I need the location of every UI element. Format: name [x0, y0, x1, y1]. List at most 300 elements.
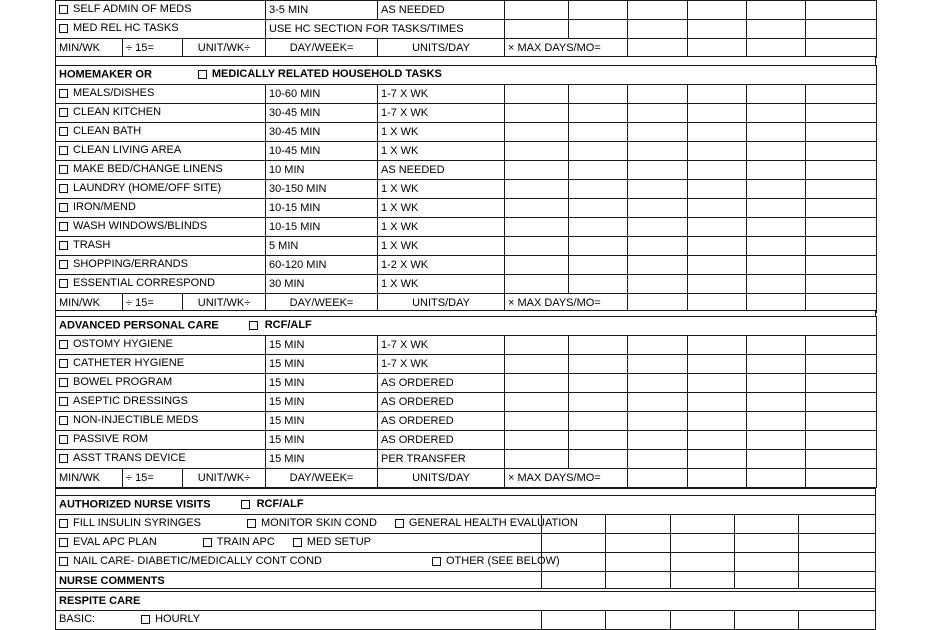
summary-dayweek-label: DAY/WEEK=: [266, 39, 378, 58]
row-time-cell[interactable]: 15 MIN: [266, 450, 378, 469]
checkbox-icon[interactable]: [432, 557, 441, 566]
row-entry-cell[interactable]: [747, 199, 806, 218]
row-entry-cell[interactable]: [799, 534, 876, 553]
row-freq-cell[interactable]: AS NEEDED: [378, 1, 505, 20]
checkbox-icon[interactable]: [59, 416, 68, 425]
row-entry-cell[interactable]: [569, 237, 628, 256]
row-entry-cell[interactable]: [628, 374, 688, 393]
homemaker-section-header[interactable]: [56, 66, 877, 85]
row-entry-cell[interactable]: [747, 237, 806, 256]
checkbox-icon[interactable]: [59, 203, 68, 212]
checkbox-icon[interactable]: [247, 519, 256, 528]
row-time-cell[interactable]: 10-15 MIN: [266, 199, 378, 218]
row-entry-cell[interactable]: [505, 256, 569, 275]
row-entry-cell[interactable]: [569, 180, 628, 199]
checkbox-icon[interactable]: [59, 24, 68, 33]
row-freq-cell[interactable]: 1 X WK: [378, 275, 505, 294]
summary-total-cell[interactable]: [747, 39, 806, 58]
row-task-cell[interactable]: [56, 412, 266, 431]
row-entry-cell[interactable]: [505, 123, 569, 142]
row-entry-cell[interactable]: [569, 199, 628, 218]
row-entry-cell[interactable]: [806, 20, 877, 39]
row-entry-cell[interactable]: [688, 180, 747, 199]
checkbox-icon[interactable]: [395, 519, 404, 528]
row-entry-cell[interactable]: [628, 431, 688, 450]
row-entry-cell[interactable]: [688, 336, 747, 355]
checkbox-icon[interactable]: [59, 184, 68, 193]
nurse-visits-line-3[interactable]: [56, 553, 560, 572]
row-task-label: PASSIVE ROM: [73, 433, 148, 446]
row-entry-cell[interactable]: [569, 355, 628, 374]
row-task-cell[interactable]: [56, 275, 266, 294]
row-entry-cell[interactable]: [628, 355, 688, 374]
row-entry-cell[interactable]: [806, 123, 877, 142]
nurse-option-label: EVAL APC PLAN: [73, 536, 157, 549]
row-entry-cell[interactable]: [799, 553, 876, 572]
row-entry-cell[interactable]: [806, 431, 877, 450]
row-entry-cell[interactable]: [806, 142, 877, 161]
summary-maxdays-label: × MAX DAYS/MO=: [505, 39, 628, 58]
row-freq-cell[interactable]: 1 X WK: [378, 142, 505, 161]
row-entry-cell[interactable]: [671, 553, 735, 572]
row-freq-cell[interactable]: PER TRANSFER: [378, 450, 505, 469]
row-entry-cell[interactable]: [606, 611, 671, 630]
row-entry-cell[interactable]: [747, 161, 806, 180]
checkbox-icon[interactable]: [59, 378, 68, 387]
row-entry-cell[interactable]: [806, 104, 877, 123]
row-entry-cell[interactable]: [569, 450, 628, 469]
row-entry-cell[interactable]: [747, 355, 806, 374]
row-entry-cell[interactable]: [569, 142, 628, 161]
checkbox-icon[interactable]: [59, 359, 68, 368]
respite-care-table: [55, 591, 876, 630]
summary-entry-cell[interactable]: [628, 469, 688, 488]
row-task-label: BOWEL PROGRAM: [73, 376, 173, 389]
row-entry-cell[interactable]: [569, 393, 628, 412]
row-task-cell[interactable]: [56, 431, 266, 450]
row-entry-cell[interactable]: [688, 142, 747, 161]
row-entry-cell[interactable]: [569, 161, 628, 180]
row-entry-cell[interactable]: [747, 20, 806, 39]
row-entry-cell[interactable]: [747, 256, 806, 275]
checkbox-icon[interactable]: [59, 127, 68, 136]
row-entry-cell[interactable]: [688, 431, 747, 450]
row-entry-cell[interactable]: [688, 374, 747, 393]
row-freq-cell[interactable]: 1-2 X WK: [378, 256, 505, 275]
row-entry-cell[interactable]: [569, 218, 628, 237]
row-time-cell[interactable]: 10-15 MIN: [266, 218, 378, 237]
row-entry-cell[interactable]: [505, 180, 569, 199]
row-entry-cell[interactable]: [747, 85, 806, 104]
row-entry-cell[interactable]: [505, 161, 569, 180]
row-entry-cell[interactable]: [735, 553, 799, 572]
summary-entry-cell[interactable]: [688, 469, 747, 488]
section-header-row: [56, 317, 877, 336]
row-entry-cell[interactable]: [806, 218, 877, 237]
row-entry-cell[interactable]: [505, 450, 569, 469]
row-entry-cell[interactable]: [688, 85, 747, 104]
row-freq-cell[interactable]: 1 X WK: [378, 180, 505, 199]
row-entry-cell[interactable]: [688, 355, 747, 374]
checkbox-icon[interactable]: [141, 615, 150, 624]
summary-total-cell[interactable]: [747, 469, 806, 488]
row-entry-cell[interactable]: [505, 393, 569, 412]
nurse-option-label: OTHER (SEE BELOW): [445, 555, 560, 568]
summary-unitwk-label: UNIT/WK÷: [183, 39, 266, 58]
summary-dayweek-label: DAY/WEEK=: [266, 294, 378, 313]
row-entry-cell[interactable]: [569, 85, 628, 104]
row-entry-cell[interactable]: [505, 431, 569, 450]
summary-unitsday-label: UNITS/DAY: [378, 469, 505, 488]
row-task-label: LAUNDRY (HOME/OFF SITE): [73, 182, 222, 195]
row-entry-cell[interactable]: [747, 142, 806, 161]
checkbox-icon[interactable]: [59, 340, 68, 349]
row-entry-cell[interactable]: [569, 431, 628, 450]
row-entry-cell[interactable]: [806, 336, 877, 355]
row-entry-cell[interactable]: [747, 412, 806, 431]
row-entry-cell[interactable]: [628, 142, 688, 161]
row-entry-cell[interactable]: [505, 374, 569, 393]
row-entry-cell[interactable]: [542, 611, 606, 630]
table-row: [56, 431, 877, 450]
table-row: [56, 123, 877, 142]
row-freq-cell[interactable]: 1 X WK: [378, 237, 505, 256]
row-entry-cell[interactable]: [505, 1, 569, 20]
row-entry-cell[interactable]: [688, 199, 747, 218]
row-time-cell[interactable]: 10 MIN: [266, 161, 378, 180]
row-entry-cell[interactable]: [628, 237, 688, 256]
row-entry-cell[interactable]: [747, 275, 806, 294]
row-entry-cell[interactable]: [569, 123, 628, 142]
checkbox-icon[interactable]: [249, 321, 258, 330]
row-entry-cell[interactable]: [628, 104, 688, 123]
nurse-visits-line-1[interactable]: [56, 515, 578, 534]
row-time-cell[interactable]: 5 MIN: [266, 237, 378, 256]
row-entry-cell[interactable]: [688, 104, 747, 123]
row-entry-cell[interactable]: [628, 85, 688, 104]
row-entry-cell[interactable]: [628, 1, 688, 20]
row-task-cell[interactable]: [56, 393, 266, 412]
checkbox-icon[interactable]: [59, 222, 68, 231]
section-header-row: [56, 592, 876, 611]
summary-dayweek-label: DAY/WEEK=: [266, 469, 378, 488]
table-row: [56, 1, 877, 20]
checkbox-icon[interactable]: [59, 260, 68, 269]
row-entry-cell[interactable]: [747, 336, 806, 355]
row-time-cell[interactable]: 15 MIN: [266, 393, 378, 412]
row-entry-cell[interactable]: [806, 393, 877, 412]
nurse-visits-line-2[interactable]: [56, 534, 542, 553]
apc-header-label: ADVANCED PERSONAL CARE: [59, 319, 219, 332]
row-entry-cell[interactable]: [628, 161, 688, 180]
homemaker-header-checkbox-label: MEDICALLY RELATED HOUSEHOLD TASKS: [211, 68, 442, 81]
row-entry-cell[interactable]: [569, 275, 628, 294]
row-entry-cell[interactable]: [735, 534, 799, 553]
row-entry-cell[interactable]: [505, 20, 569, 39]
checkbox-icon[interactable]: [59, 5, 68, 14]
row-entry-cell[interactable]: [688, 237, 747, 256]
row-task-cell[interactable]: [56, 450, 266, 469]
row-entry-cell[interactable]: [569, 374, 628, 393]
row-freq-cell[interactable]: 1-7 X WK: [378, 85, 505, 104]
respite-basic-row[interactable]: [56, 611, 542, 630]
row-task-cell[interactable]: [56, 123, 266, 142]
respite-hourly-label: HOURLY: [155, 613, 201, 626]
summary-total-cell[interactable]: [671, 611, 735, 630]
row-entry-cell[interactable]: [806, 412, 877, 431]
row-freq-cell[interactable]: 1-7 X WK: [378, 336, 505, 355]
summary-unitwk-label: UNIT/WK÷: [183, 469, 266, 488]
row-time-cell[interactable]: 15 MIN: [266, 374, 378, 393]
row-entry-cell[interactable]: [806, 180, 877, 199]
row-task-cell[interactable]: [56, 20, 266, 39]
row-freq-cell[interactable]: AS NEEDED: [378, 161, 505, 180]
row-entry-cell[interactable]: [688, 20, 747, 39]
row-entry-cell[interactable]: [688, 275, 747, 294]
row-entry-cell[interactable]: [688, 450, 747, 469]
row-task-label: WASH WINDOWS/BLINDS: [73, 220, 208, 233]
row-freq-cell[interactable]: AS ORDERED: [378, 393, 505, 412]
row-entry-cell[interactable]: [628, 180, 688, 199]
checkbox-icon[interactable]: [59, 519, 68, 528]
row-entry-cell[interactable]: [628, 256, 688, 275]
nurse-option-label: NAIL CARE- DIABETIC/MEDICALLY CONT COND: [73, 555, 322, 568]
row-time-cell[interactable]: 60-120 MIN: [266, 256, 378, 275]
row-entry-cell[interactable]: [628, 450, 688, 469]
checkbox-icon[interactable]: [59, 557, 68, 566]
checkbox-icon[interactable]: [59, 435, 68, 444]
table-row: [56, 450, 877, 469]
row-entry-cell[interactable]: [688, 123, 747, 142]
row-entry-cell[interactable]: [569, 256, 628, 275]
row-entry-cell[interactable]: [806, 256, 877, 275]
row-freq-cell[interactable]: 1 X WK: [378, 123, 505, 142]
table-row: [56, 104, 877, 123]
row-entry-cell[interactable]: [628, 218, 688, 237]
row-task-cell[interactable]: [56, 237, 266, 256]
row-entry-cell[interactable]: [505, 199, 569, 218]
summary-minwk-label: MIN/WK: [56, 469, 123, 488]
row-entry-cell[interactable]: [542, 534, 606, 553]
checkbox-icon[interactable]: [198, 70, 207, 79]
summary-unitwk-label: UNIT/WK÷: [183, 294, 266, 313]
summary-total-cell[interactable]: [735, 611, 799, 630]
row-entry-cell[interactable]: [628, 275, 688, 294]
row-entry-cell[interactable]: [628, 20, 688, 39]
summary-total-cell[interactable]: [806, 469, 877, 488]
row-entry-cell[interactable]: [806, 275, 877, 294]
row-task-cell[interactable]: [56, 142, 266, 161]
row-entry-cell[interactable]: [806, 161, 877, 180]
apc-section-header[interactable]: [56, 317, 877, 336]
nurse-option-label: MED SETUP: [306, 536, 372, 549]
table-row: [56, 393, 877, 412]
summary-maxdays-label: × MAX DAYS/MO=: [505, 469, 628, 488]
row-entry-cell[interactable]: [569, 336, 628, 355]
row-task-cell[interactable]: [56, 180, 266, 199]
row-entry-cell[interactable]: [606, 515, 671, 534]
row-task-cell[interactable]: [56, 256, 266, 275]
row-entry-cell[interactable]: [688, 218, 747, 237]
summary-entry-cell[interactable]: [688, 39, 747, 58]
row-entry-cell[interactable]: [688, 393, 747, 412]
checkbox-icon[interactable]: [293, 538, 302, 547]
table-row: [56, 611, 876, 630]
checkbox-icon[interactable]: [59, 165, 68, 174]
row-entry-cell[interactable]: [671, 515, 735, 534]
row-entry-cell[interactable]: [806, 355, 877, 374]
row-entry-cell[interactable]: [747, 450, 806, 469]
checkbox-icon[interactable]: [59, 146, 68, 155]
row-freq-cell[interactable]: 1-7 X WK: [378, 104, 505, 123]
row-time-cell[interactable]: 30-45 MIN: [266, 123, 378, 142]
row-entry-cell[interactable]: [806, 199, 877, 218]
row-entry-cell[interactable]: [628, 412, 688, 431]
row-freq-cell[interactable]: 1-7 X WK: [378, 355, 505, 374]
row-time-cell[interactable]: 15 MIN: [266, 355, 378, 374]
row-entry-cell[interactable]: [569, 104, 628, 123]
table-row: [56, 180, 877, 199]
row-entry-cell[interactable]: [747, 218, 806, 237]
row-task-cell[interactable]: [56, 355, 266, 374]
homemaker-table: [55, 65, 877, 313]
row-freq-cell[interactable]: 1 X WK: [378, 218, 505, 237]
checkbox-icon[interactable]: [59, 241, 68, 250]
row-entry-cell[interactable]: [747, 1, 806, 20]
row-entry-cell[interactable]: [628, 336, 688, 355]
row-entry-cell[interactable]: [747, 180, 806, 199]
row-time-cell[interactable]: 10-60 MIN: [266, 85, 378, 104]
table-row: [56, 412, 877, 431]
row-task-label: TRASH: [73, 239, 111, 252]
row-entry-cell[interactable]: [806, 237, 877, 256]
row-task-label: SHOPPING/ERRANDS: [73, 258, 188, 271]
row-entry-cell[interactable]: [505, 275, 569, 294]
table-row: [56, 85, 877, 104]
table-row: [56, 161, 877, 180]
checkbox-icon[interactable]: [59, 89, 68, 98]
row-entry-cell[interactable]: [799, 515, 876, 534]
row-entry-cell[interactable]: [505, 336, 569, 355]
row-task-cell[interactable]: [56, 374, 266, 393]
row-entry-cell[interactable]: [606, 553, 671, 572]
row-entry-cell[interactable]: [806, 1, 877, 20]
row-entry-cell[interactable]: [806, 450, 877, 469]
row-task-cell[interactable]: [56, 199, 266, 218]
row-entry-cell[interactable]: [505, 355, 569, 374]
table-row: [56, 374, 877, 393]
row-entry-cell[interactable]: [688, 256, 747, 275]
row-entry-cell[interactable]: [747, 104, 806, 123]
row-task-cell[interactable]: [56, 336, 266, 355]
row-entry-cell[interactable]: [569, 20, 628, 39]
checkbox-icon[interactable]: [59, 279, 68, 288]
table-row: [56, 199, 877, 218]
row-time-cell[interactable]: 3-5 MIN: [266, 1, 378, 20]
row-entry-cell[interactable]: [747, 431, 806, 450]
row-entry-cell[interactable]: [606, 534, 671, 553]
row-entry-cell[interactable]: [688, 161, 747, 180]
row-entry-cell[interactable]: [628, 199, 688, 218]
row-entry-cell[interactable]: [688, 1, 747, 20]
table-row: [56, 553, 876, 572]
row-freq-cell[interactable]: AS ORDERED: [378, 431, 505, 450]
row-time-cell[interactable]: 30 MIN: [266, 275, 378, 294]
row-entry-cell[interactable]: [628, 393, 688, 412]
row-time-cell[interactable]: 15 MIN: [266, 336, 378, 355]
row-entry-cell[interactable]: [569, 1, 628, 20]
summary-minwk-label: MIN/WK: [56, 39, 123, 58]
row-entry-cell[interactable]: [505, 104, 569, 123]
row-task-label: IRON/MEND: [73, 201, 136, 214]
row-entry-cell[interactable]: [806, 85, 877, 104]
row-entry-cell[interactable]: [505, 85, 569, 104]
checkbox-icon[interactable]: [59, 108, 68, 117]
table-row: [56, 142, 877, 161]
summary-entry-cell[interactable]: [628, 39, 688, 58]
row-entry-cell[interactable]: [505, 237, 569, 256]
row-entry-cell[interactable]: [505, 142, 569, 161]
row-entry-cell[interactable]: [688, 412, 747, 431]
row-entry-cell[interactable]: [671, 534, 735, 553]
row-entry-cell[interactable]: [505, 412, 569, 431]
top-section-table: [55, 0, 877, 58]
row-task-cell[interactable]: [56, 1, 266, 20]
table-row: [56, 336, 877, 355]
row-entry-cell[interactable]: [569, 412, 628, 431]
row-task-cell[interactable]: [56, 218, 266, 237]
row-freq-cell[interactable]: AS ORDERED: [378, 412, 505, 431]
checkbox-icon[interactable]: [241, 500, 250, 509]
nurse-comments-label: NURSE COMMENTS: [56, 572, 542, 591]
respite-basic-label: BASIC:: [59, 613, 96, 626]
row-time-cell[interactable]: 15 MIN: [266, 431, 378, 450]
row-time-cell[interactable]: 30-45 MIN: [266, 104, 378, 123]
row-entry-cell[interactable]: [747, 393, 806, 412]
nurse-option-label: GENERAL HEALTH EVALUATION: [408, 517, 578, 530]
homemaker-header-label: HOMEMAKER OR: [59, 68, 152, 81]
row-task-label: CLEAN BATH: [73, 125, 142, 138]
checkbox-icon[interactable]: [59, 397, 68, 406]
row-time-cell[interactable]: 10-45 MIN: [266, 142, 378, 161]
row-time-cell[interactable]: 30-150 MIN: [266, 180, 378, 199]
row-task-cell[interactable]: [56, 85, 266, 104]
row-freq-cell[interactable]: 1 X WK: [378, 199, 505, 218]
row-entry-cell[interactable]: [806, 374, 877, 393]
row-task-label: ASEPTIC DRESSINGS: [73, 395, 188, 408]
checkbox-icon[interactable]: [59, 538, 68, 547]
row-entry-cell[interactable]: [628, 123, 688, 142]
nurse-option-label: TRAIN APC: [216, 536, 275, 549]
row-task-cell[interactable]: [56, 161, 266, 180]
summary-total-cell[interactable]: [798, 611, 875, 630]
row-entry-cell[interactable]: [747, 374, 806, 393]
summary-divide-label: ÷ 15=: [123, 39, 183, 58]
row-entry-cell[interactable]: [505, 218, 569, 237]
checkbox-icon[interactable]: [59, 454, 68, 463]
checkbox-icon[interactable]: [203, 538, 212, 547]
nurse-visits-section-header[interactable]: [56, 496, 876, 515]
table-row: [56, 256, 877, 275]
summary-total-cell[interactable]: [806, 39, 877, 58]
table-row: [56, 237, 877, 256]
row-entry-cell[interactable]: [747, 123, 806, 142]
advanced-personal-care-table: [55, 316, 877, 488]
row-freq-cell[interactable]: AS ORDERED: [378, 374, 505, 393]
row-entry-cell[interactable]: [735, 515, 799, 534]
row-task-cell[interactable]: [56, 104, 266, 123]
row-time-cell[interactable]: 15 MIN: [266, 412, 378, 431]
